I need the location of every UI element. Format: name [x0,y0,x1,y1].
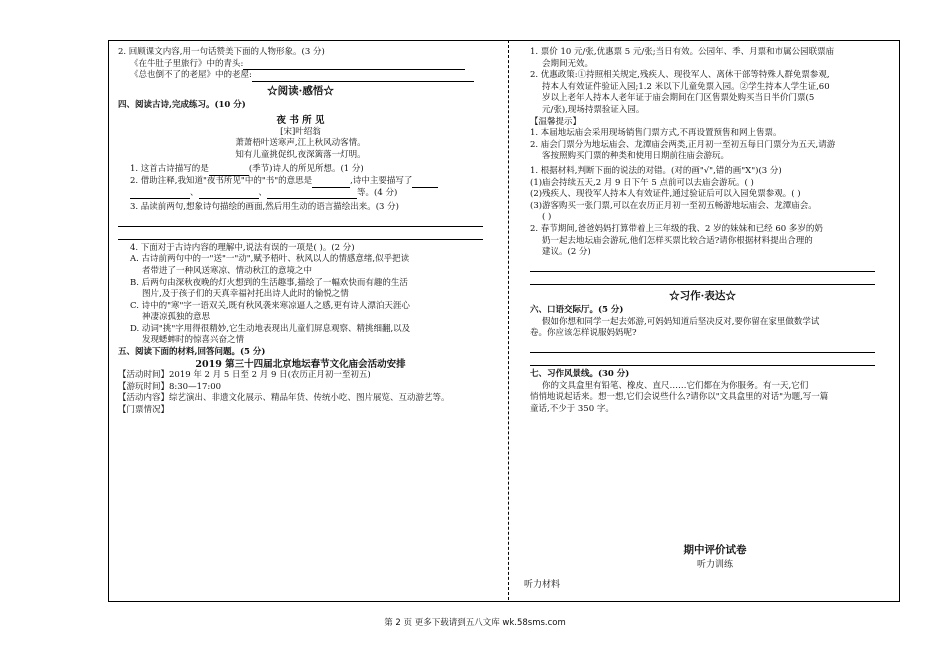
answer-line[interactable] [118,227,483,240]
question-text: 1. 根据材料,判断下面的说法的对错。(对的画"√",错的画"X")(3 分) [530,165,782,176]
option-a: A. 古诗前两句中的一"送"一"动",赋予梧叶、秋风以人的情感意绪,似乎把读 [130,254,410,265]
question-text: 《在牛肚子里旅行》中的青头: [130,58,244,69]
question-row [118,164,483,176]
answer-line[interactable] [530,272,875,285]
question-text: 奶一起去地坛庙会游玩,他们怎样买票比较合适?请你根据材料提出合理的 [542,235,813,246]
discount-policy: 2. 优惠政策:①持照相关规定,残疾人、现役军人、离休干部等特殊人群免票参观, [530,70,830,81]
ticket-rule: 1. 票价 10 元/张,优惠票 5 元/张;当日有效。公园年、季、月票和市属公园联票庙 [530,47,835,57]
question-header: 四、阅读古诗,完成练习。(10 分) [118,100,246,111]
visit-time: 【游玩时间】8:30—17:00 [118,381,222,392]
option-b: B. 后两句由深秋夜晚的灯火想到的生活趣事,描绘了一幅欢快而有趣的生活 [130,277,408,288]
tip-item: 2. 庙会门票分为地坛庙会、龙潭庙会两类,正月初一至初五每日门票分为五天,请游 [530,139,836,150]
answer-blank[interactable] [243,60,465,70]
discount-policy-cont: 岁以上老年人持本人老年证于庙会期间在门区售票处购买当日半价门票(5 [542,93,815,104]
poem-title: 夜 书 所 见 [276,114,325,126]
judge-item[interactable]: (1)庙会持续五天,2 月 9 日下午 5 点前可以去庙会游玩。( ) [530,177,754,188]
question-text: ,诗中主要描写了 [350,175,413,186]
right-column [530,47,875,415]
question-text: 建议。(2 分) [542,247,591,258]
option-d-cont: 发现蟋蟀时的惊喜兴奋之情 [142,335,245,346]
answer-blank[interactable] [130,189,190,199]
question-text: 3. 品读前两句,想象诗句描绘的画面,然后用生动的语言描绘出来。(3 分) [130,202,399,213]
tip-item-cont: 客按照购买门票的种类和使用日期前往庙会游玩。 [542,151,730,162]
question-text: (季节)诗人的所见所想。(1 分) [248,164,364,175]
answer-line-row [118,70,483,82]
judge-item[interactable]: (2)残疾人、现役军人持本人有效证件,通过验证后可以入园免票参观。( ) [530,189,801,200]
section-heading-writing: ☆习作·表达☆ [669,289,736,302]
judge-item: (3)游客购买一张门票,可以在农历正月初一至初五畅游地坛庙会、龙潭庙会。 [530,200,817,211]
answer-blank[interactable] [209,166,249,176]
exam-title-block [640,542,790,570]
answer-line-row [118,59,483,71]
ticket-rule-cont: 会期间无效。 [542,58,594,69]
exam-title: 期中评价试卷 [683,544,747,556]
answer-line[interactable] [530,353,875,366]
judge-bracket[interactable]: ( ) [542,212,552,223]
question-text: 4. 下面对于古诗内容的理解中,说法有误的一项是( )。(2 分) [130,242,355,253]
answer-line[interactable] [530,259,875,272]
activity-time: 【活动时间】2019 年 2 月 5 日至 2 月 9 日(农历正月初一至初五) [118,370,371,381]
question-header: 六、口语交际厅。(5 分) [530,305,624,316]
option-a-cont: 者带进了一种风送寒凉、情动秋江的意境之中 [142,265,313,276]
question-text: 《总也倒不了的老屋》中的老屋: [130,70,252,81]
column-divider [508,40,509,600]
question-text: 2. 回顾课文内容,用一句话赞美下面的人物形象。(3 分) [118,47,325,57]
question-text: 1. 这首古诗描写的是 [130,164,209,175]
option-d: D. 动词"挑"字用得很精妙,它生动地表现出儿童们屏息观察、精挑细翻,以及 [130,323,411,334]
section-heading-reading: ☆阅读·感悟☆ [267,84,334,97]
answer-line[interactable] [530,340,875,353]
answer-blank[interactable] [252,72,474,82]
question-header: 五、阅读下面的材料,回答问题。(5 分) [118,347,266,358]
question-text: 你的文具盒里有铅笔、橡皮、直尺……它们都在为你服务。有一天,它们 [542,380,809,391]
answer-blank[interactable] [312,178,350,188]
question-text: 2. 借助注释,我知道"夜书所见"中的"书"的意思是 [130,175,313,186]
tips-label: 【温馨提示】 [530,116,582,127]
option-c-cont: 神凄凉孤独的意思 [142,312,211,323]
listening-label: 听力材料 [524,580,561,590]
answer-blank[interactable] [412,178,438,188]
question-text: 等。(4 分) [357,187,398,198]
option-c: C. 诗中的"寒"字一语双关,既有秋风袭来寒凉逼人之感,更有诗人漂泊天涯心 [130,300,410,311]
page-footer: 第 2 页 更多下载请到五八文库 wk.58sms.com [384,618,566,628]
question-text: 童话,不少于 350 字。 [530,403,614,414]
activity-content: 【活动内容】综艺演出、非遗文化展示、精品年货、传统小吃、图片展览、互动游艺等。 [118,393,450,404]
question-text: 2. 春节期间,爸爸妈妈打算带着上三年级的我、2 岁的妹妹和已经 60 多岁的奶 [530,223,823,234]
fair-title: 2019 第三十四届北京地坛春节文化庙会活动安排 [195,358,406,370]
discount-policy-cont: 元/张),现场持票验证入园。 [542,104,645,115]
poem-author: [宋]叶绍翁 [280,126,321,137]
answer-line[interactable] [118,214,483,227]
ticket-label: 【门票情况】 [118,405,170,416]
discount-policy-cont: 持本人有效证件验证入园;1.2 米以下儿童免票入园。②学生持本人学生证,60 [542,81,830,92]
poem-line: 知有儿童挑促织,夜深篱落一灯明。 [235,149,366,160]
question-text: 卷。你应该怎样说服妈妈呢? [530,328,637,339]
question-text: 悄悄地说起话来。想一想,它们会说些什么?请你以"文具盒里的对话"为题,写一篇 [530,392,829,403]
question-header: 七、习作风景线。(30 分) [530,369,630,380]
question-text: 假如你想和同学一起去郊游,可妈妈知道后坚决反对,要你留在家里做数学试 [542,316,820,327]
answer-blank[interactable] [267,189,357,199]
question-row [118,176,483,188]
question-row: 、 、 等。(4 分) [118,188,483,200]
exam-subtitle: 听力训练 [696,560,733,570]
left-column [118,47,483,417]
option-b-cont: 图片,及于孩子们的天真幸福衬托出诗人此时的愉悦之情 [142,289,349,300]
tip-item: 1. 本届地坛庙会采用现场销售门票方式,不再设置预售和网上售票。 [530,128,782,139]
answer-blank[interactable] [199,189,259,199]
poem-line: 萧萧梧叶送寒声,江上秋风动客情。 [235,138,366,149]
